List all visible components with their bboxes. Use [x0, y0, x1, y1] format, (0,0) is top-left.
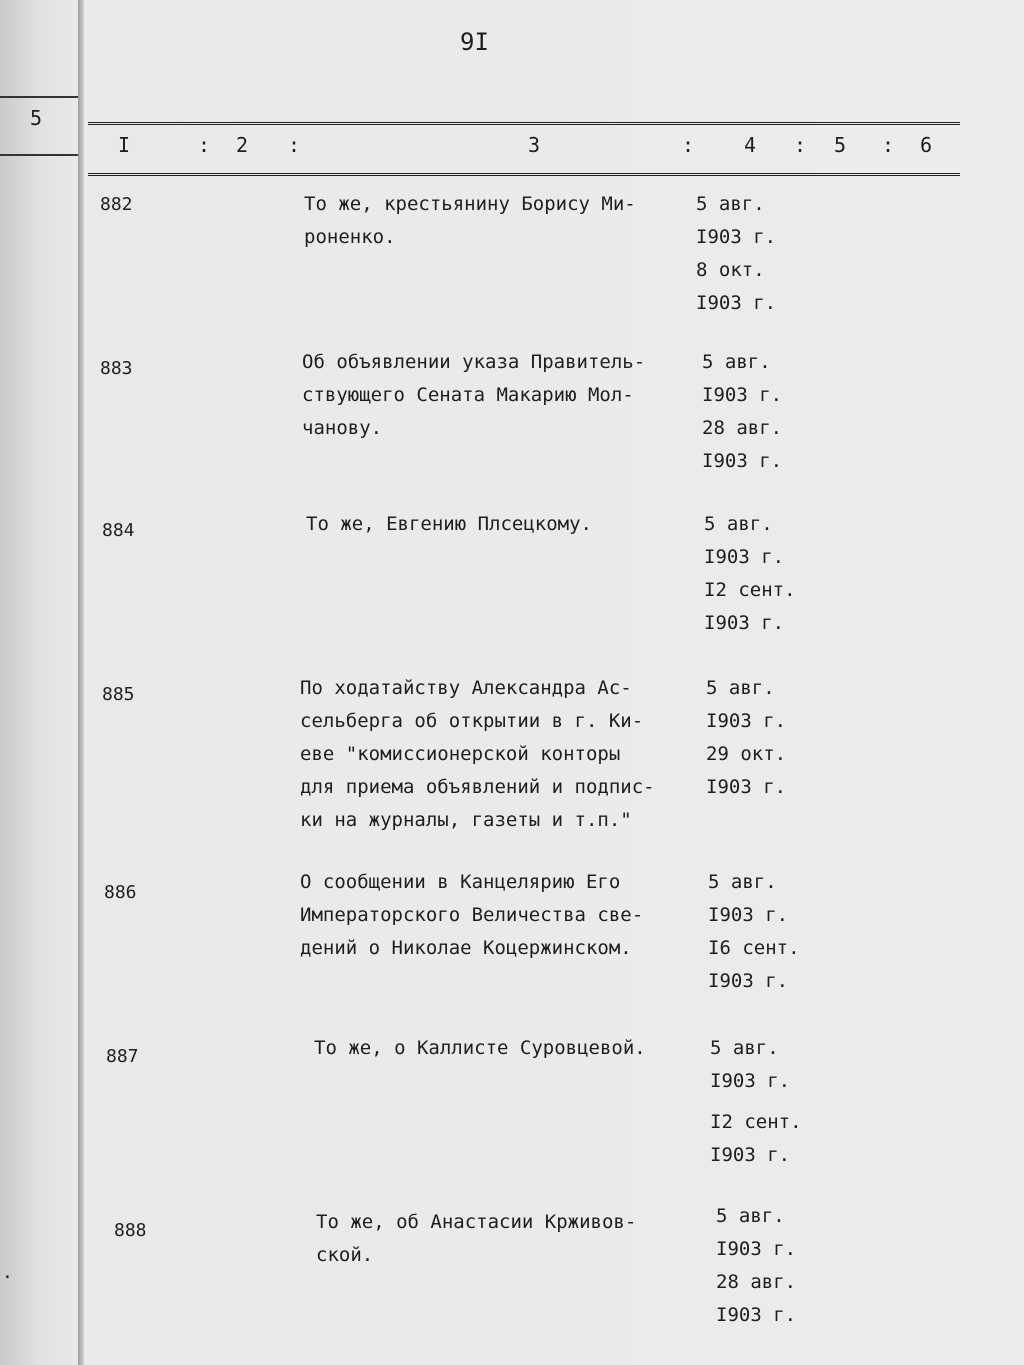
page-number: 9I [460, 28, 489, 56]
entry-description: Об объявлении указа Правитель- ствующего Сената Макарию Мол- чанову. [302, 351, 646, 439]
entry-dates: 5 авг. I903 г. I2 сент. I903 г. [704, 513, 796, 634]
col-separator: : [682, 133, 695, 157]
entry-description: О сообщении в Канцелярию Его Императорского Величества све- дений о Николае Коцержинском. [300, 871, 644, 959]
col-separator: : [198, 133, 211, 157]
col-header-2: 2 [236, 133, 249, 157]
previous-page-column-number: 5 [30, 106, 43, 130]
col-header-1: I [118, 133, 131, 157]
previous-page-column-header [0, 96, 78, 156]
entry-number: 884 [102, 520, 135, 541]
entry-dates: 5 авг. I903 г. 8 окт. I903 г. [696, 193, 777, 314]
col-header-6: 6 [920, 133, 933, 157]
entry-dates: 5 авг. I903 г. I6 сент. I903 г. [708, 871, 800, 992]
entry-description: То же, об Анастасии Крживов- ской. [316, 1211, 637, 1266]
entry-dates: 5 авг. I903 г. 28 авг. I903 г. [716, 1205, 797, 1326]
entry-description: То же, Евгению Плсецкому. [306, 513, 592, 535]
entry-number: 886 [104, 882, 137, 903]
entry-number: 888 [114, 1220, 147, 1241]
entry-number: 883 [100, 358, 133, 379]
entry-number: 885 [102, 684, 135, 705]
book-spine [78, 0, 84, 1365]
col-header-4: 4 [744, 133, 757, 157]
col-header-3: 3 [528, 133, 541, 157]
entry-description: То же, крестьянину Борису Ми- роненко. [304, 193, 636, 248]
entry-number: 882 [100, 194, 133, 215]
margin-mark: . [2, 1262, 13, 1283]
col-header-5: 5 [834, 133, 847, 157]
entry-dates: 5 авг. I903 г. 29 окт. I903 г. [706, 677, 787, 798]
entry-dates: 5 авг. I903 г. I2 сент. I903 г. [710, 1037, 802, 1166]
entry-description: По ходатайству Александра Ас- сельберга об открытии в г. Ки- еве "комиссионерской конторы для приема объявлений и подпис- ки на журналы, газеты и т.п." [300, 677, 655, 831]
col-separator: : [882, 133, 895, 157]
entry-description: То же, о Каллисте Суровцевой. [314, 1037, 646, 1059]
col-separator: : [794, 133, 807, 157]
col-separator: : [288, 133, 301, 157]
entry-dates: 5 авг. I903 г. 28 авг. I903 г. [702, 351, 783, 472]
entry-number: 887 [106, 1046, 139, 1067]
table-header [88, 122, 960, 176]
